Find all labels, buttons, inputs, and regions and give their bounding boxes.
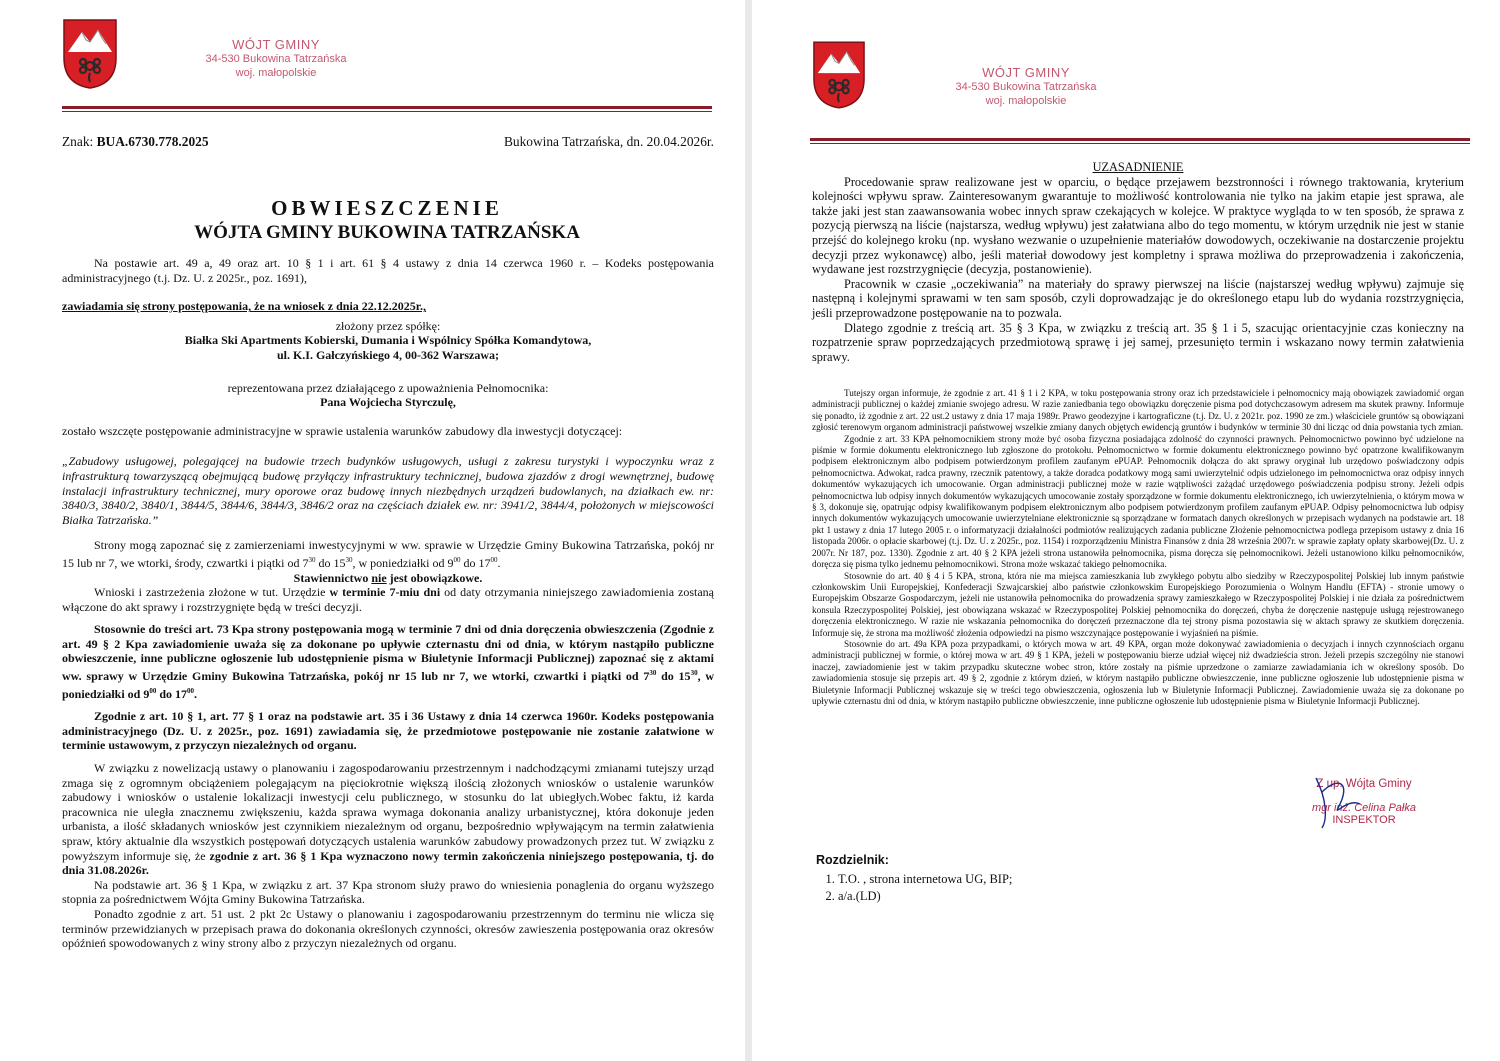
- stamp-address: 34-530 Bukowina Tatrzańska: [205, 53, 347, 65]
- sup-run: 00: [149, 686, 157, 695]
- footnote-proxy: Zgodnie z art. 33 KPA pełnomocnikiem strony może być osoba fizyczna posiadająca zdolność do czynności prawnych. Pełnomocnictwo powinno być udzielone na piśmie w formie dokumentu elektronicznego lub zgłoszone do protokołu. Pełnomocnictwo w formie dokumentu elektronicznego powinno być opatrzone kwalifikowanym podpisem elektronicznym albo podpisem potwierdzonym profilem zaufanym ePUAP. Pełnomocnik dołącza do akt sprawy oryginał lub urzędowo poświadczony odpis pełnomocnictwa. Adwokat, radca prawny, rzecznik patentowy, a także doradca podatkowy mogą sami uwierzytelnić odpis udzielonego im pełnomocnictwa oraz odpisy innych dokumentów wykazujących ich umocowanie. Organ administracji publicznej może w razie wątpliwości zażądać urzędowego poświadczenia podpisu strony. Jeżeli odpis pełnomocnictwa lub odpisy innych dokumentów wykazujących umocowanie zostały sporządzone w formie dokumentu elektronicznego, ich uwierzytelnienia, o którym mowa w § 3, dokonuje się, opatrując odpisy kwalifikowanym podpisem elektronicznym albo podpisem potwierdzonym profilem zaufanym ePUAP. Odpisy pełnomocnictwa lub odpisy innych dokumentów wykazujących umocowanie uwierzytelniane elektronicznie są sporządzane w formatach danych określonych w przepisach wydanych na podstawie art. 18 pkt 1 ustawy z dnia 17 lutego 2005 r. o informatyzacji działalności podmiotów realizujących zadania publiczne Złożenie pełnomocnictwa podlega przepisom ustawy z dnia 16 listopada 2006r. o opłacie skarbowej (t.j. Dz. U. z 2025r., poz. 1154) i rozporządzeniu Ministra Finansów z dnia 28 września 2007r. w sprawie zapłaty opłaty skarbowej(Dz. U. z 2007r. Nr 187, poz. 1330). Zgodnie z art. 40 § 2 KPA jeżeli strona ustanowiła pełnomocnika, pisma doręcza się pełnomocnikowi. Jeżeli ustanowiono kilku pełnomocników, doręcza się pisma tylko jednemu pełnomocnikowi. Strona może wskazać takiego pełnomocnika.: [812, 433, 1464, 570]
- sup-run: 30: [690, 669, 698, 678]
- footnote-delivery-proxy: Stosownie do art. 40 § 4 i 5 KPA, strona, która nie ma miejsca zamieszkania lub zwykłego pobytu albo siedziby w Rzeczypospolitej Polskiej lub innym państwie członkowskim Unii Europejskiej, Konfederacji Szwajcarskiej albo państwie członkowskim Europejskiego Porozumienia o Wolnym Handlu (EFTA) - stronie umowy o Europejskim Obszarze Gospodarczym, jeżeli nie ustanowiła pełnomocnika do prowadzenia sprawy zamieszkałego w Rzeczypospolitej Polskiej i nie działa za pośrednictwem konsula Rzeczypospolitej Polskiej, jest obowiązana wskazać w Rzeczypospolitej Polskiej pełnomocnika do doręczeń, chyba że doręczenie następuje usługą rejestrowanego doręczenia elektronicznego. W razie nie wskazania pełnomocnika do doręczeń przeznaczone dla tej strony pisma pozostawia się w aktach sprawy ze skutkiem doręczenia. Informuje się, że strona ma możliwość złożenia odpowiedzi na pismo wszczynające postępowanie i wyjaśnień na piśmie.: [812, 570, 1464, 638]
- text-run: Stawiennictwo: [293, 570, 372, 585]
- notice-line: zawiadamia się strony postępowania, że na wniosek z dnia 22.12.2025r.,: [62, 299, 427, 314]
- investment-quote: „Zabudowy usługowej, polegającej na budowie trzech budynków usługowych, usługi z zakresu turystyki i wypoczynku wraz z infrastrukturą towarzyszącą obejmującą budowę przyłączy infrastruktury technicznej, budowa zjazdów z drogi wewnętrznej, budowę instalacji infrastruktury technicznej, mury oporowe oraz budowę innych niezbędnych urządzeń budowlanych, na działkach ew. nr: 3840/3, 3840/2, 3840/1, 3844/5, 3844/6, 3844/3, 3846/2 oraz na częściach działek ew. nr: 3941/2, 3844/4, położonych w miejscowości Białka Tatrzańska.”: [62, 454, 714, 527]
- signature-line-3: INSPEKTOR: [1332, 814, 1396, 826]
- company-address: ul. K.I. Gałczyńskiego 4, 00-362 Warszawa;: [276, 347, 500, 362]
- stamp-title: WÓJT GMINY: [232, 37, 320, 52]
- sup-run: 30: [345, 555, 353, 564]
- parties-paragraph: [62, 538, 714, 570]
- text-run: od daty otrzymania niniejszego zawiadomienia zostaną włączone do akt sprawy i rozstrzygnięte będą w treści decyzji.: [62, 585, 715, 614]
- doc-title: OBWIESZCZENIE: [271, 196, 503, 220]
- stamp-region: woj. małopolskie: [235, 67, 317, 79]
- text-run: nie: [371, 570, 387, 585]
- signature-line-1: Z up. Wójta Gminy: [1316, 778, 1412, 790]
- notice-page-left: [0, 0, 745, 1061]
- distribution-item: 1. T.O. , strona internetowa UG, BIP;: [838, 871, 1116, 888]
- sup-run: 00: [490, 555, 498, 564]
- justification-heading: UZASADNIENIE: [1092, 160, 1184, 174]
- case-number-label: Znak:: [62, 134, 97, 149]
- text-run: do 17: [460, 555, 491, 570]
- sup-run: 30: [308, 555, 316, 564]
- handwritten-signature-icon: [1308, 768, 1368, 830]
- justification-p2: Pracownik w czasie „oczekiwania” na materiały do sprawy pierwszej na liście (najstarszej według wpływu) zajmuje się następną i kolejnymi sprawami w ten sam sposób, czyli doprowadzając je do określonego etapu lub do wydania rozstrzygnięcia, jeśli przeprowadzone postępowanie na to pozwala.: [812, 276, 1464, 320]
- legal-basis: Na postawie art. 49 a, 49 oraz art. 10 § 1 i art. 61 § 4 ustawy z dnia 14 czerwca 1960 r. – Kodeks postępowania administracyjnego (t.j. Dz. U. z 2025r., poz. 1691),: [62, 256, 714, 285]
- art51-paragraph: Ponadto zgodnie z art. 51 ust. 2 pkt 2c Ustawy o planowaniu i zagospodarowaniu przestrzennym do terminu nie wlicza się terminów przewidzianych w przepisach prawa do dokonania określonych czynności, okresów zawieszenia postępowania oraz okresów opóźnień spowodowanych z winy strony albo z przyczyn niezależnych od organu.: [62, 906, 714, 951]
- header-rule-thin: [62, 111, 712, 112]
- art73-paragraph: [62, 622, 714, 701]
- sup-run: 00: [453, 555, 461, 564]
- footnote-address-change: Tutejszy organ informuje, że zgodnie z art. 41 § 1 i 2 KPA, w toku postępowania strony oraz ich przedstawiciele i pełnomocnicy mają obowiązek zawiadomić organ administracji publicznej o każdej zmianie swojego adresu. W razie zaniedbania tego obowiązku doręczenie pisma pod dotychczasowym adresem ma skutek prawny. Informuje się ponadto, iż zgodnie z art. 22 ust.2 ustawy z dnia 17 maja 1989r. Prawo geodezyjne i kartograficzne (t.j. Dz. U. z 2021r. poz. 1990 ze zm.) właściciele gruntów są obowiązani zgłosić terenowym organom administracji państwowej wszelkie zmiany danych objętych ewidencją gruntów i budynków w terminie 30 dni licząc od dnia powstania tych zmian.: [812, 388, 1464, 433]
- doc-subtitle: WÓJTA GMINY BUKOWINA TATRZAŃSKA: [194, 222, 580, 243]
- text-run: .: [497, 555, 501, 570]
- text-run: W związku z nowelizacją ustawy o planowaniu i zagospodarowaniu przestrzennym i nadchodzącymi zmianami tutejszy urząd zmaga się z ogromnym obciążeniem polegającym na pięciokrotnie większą ilością złożonych wniosków o ustalenie warunków zabudowy i wniosków o ustalenie lokalizacji inwestycji celu publicznego, w stosunku do lat ubiegłych.Wobec faktu, iż karda pracownica nie uległa znacznemu zwiększeniu, każda sprawa wymaga dokonania analizy urbanistycznej, która dokonuje jeden urbanista, a ilość składanych wniosków jest czynnikiem niezależnym od organu, bezpośrednio wpływającym na termin załatwienia spraw, który aktualnie dla wszystkich postępowań dotyczących ustalenia warunków zabudowy prowadzonych przez tut. W związku z powyższym informuje się, że: [62, 761, 714, 863]
- office-stamp: [196, 38, 356, 80]
- stamp-region: woj. małopolskie: [985, 95, 1067, 107]
- coat-of-arms-icon: [812, 40, 866, 110]
- case-number-value: BUA.6730.778.2025: [96, 134, 209, 149]
- art36-paragraph: Na podstawie art. 36 § 1 Kpa, w związku z art. 37 Kpa stronom służy prawo do wniesienia ponaglenia do organu wyższego stopnia za pośrednictwem Wójta Gminy Bukowina Tatrzańska.: [62, 877, 714, 907]
- submitted-by: złożony przez spółkę:: [335, 318, 441, 333]
- text-run: Strony mogą zapoznać się z zamierzeniami inwestycyjnymi w ww. sprawie w Urzędzie Gminy Bukowina Tatrzańska, pokój nr 15 lub nr 7, we wtorki, środy, czwartki i piątki od 7: [62, 538, 714, 570]
- coat-of-arms-icon: [62, 18, 118, 90]
- case-number: [62, 134, 209, 150]
- header-rule-thin: [810, 143, 1470, 144]
- represented-by: reprezentowana przez działającego z upoważnienia Pełnomocnika:: [227, 380, 549, 395]
- art10-paragraph: Zgodnie z art. 10 § 1, art. 77 § 1 oraz na podstawie art. 35 i 36 Ustawy z dnia 14 czerwca 1960r. Kodeks postępowania administracyjnego (Dz. U. z 2025r., poz. 1691) zawiadamia się, że przedmiotowe postępowanie nie zostanie załatwione w terminie ustawowym, z przyczyn niezależnych od organu.: [62, 709, 714, 753]
- text-run: , w poniedziałki od 9: [352, 555, 454, 570]
- notice-body: [62, 256, 714, 951]
- header-rule: [62, 106, 712, 109]
- signature-line-2: mgr inż. Celina Pałka: [1312, 802, 1416, 814]
- text-run: do 15: [656, 669, 691, 684]
- justification-p1: Procedowanie spraw realizowane jest w oparciu, o będące przejawem bezstronności i równego traktowania, kryterium kolejności wpływu spraw. Zainteresowanym gwarantuje to możliwość kontrolowania nie tylko na jakim etapie jest sprawa, ale także jaki jest stan zaawansowania wobec innych spraw czekających w kolejce. W praktyce wygląda to w ten sposób, że sprawa z pozycją pierwszą na liście (najstarsza, według wpływu) jest załatwiana albo do tego momentu, w którym urzędnik nie jest w stanie przejść do kolejnego kroku (np. wysłano wezwanie o uzupełnienie materiałów dowodowych, oczekiwanie na dostarczenie projektu decyzji przez wykonawcę) albo, jeśli materiał dowodowy jest kompletny i sprawa możliwa do przeprowadzenia i zakończenia, wydawane jest rozstrzygnięcie (decyzja, postanowienie).: [812, 174, 1464, 277]
- place-date: Bukowina Tatrzańska, dn. 20.04.2026r.: [503, 134, 714, 149]
- footnote-art49a: Stosownie do art. 49a KPA poza przypadkami, o których mowa w art. 49 KPA, organ może dokonywać zawiadomienia o decyzjach i innych czynnościach organu administracji publicznej w formie, o której mowa w art. 49 § 1 KPA, jeżeli w postępowaniu bierze udział więcej niż dwadzieścia stron. Jeżeli przepis szczególny nie stanowi inaczej, zawiadomienie jest w takim przypadku skuteczne wobec stron, które zostały na piśmie uprzedzone o zamiarze zawiadamiania ich w określony sposób. Do zawiadomienia stosuje się przepis art. 49 § 2, zgodnie z którym dzień, w którym nastąpiło publiczne obwieszczenie, inne publiczne ogłoszenie lub udostępnienie pisma w Biuletynie Informacji Publicznej wskazuje się w treści tego obwieszczenia, ogłoszenia lub w Biuletynie Informacji Publicznej. Zawiadomienie uważa się za dokonane po upływie czternastu dni od dnia, w którym nastąpiło publiczne obwieszczenie, inne publiczne ogłoszenie lub udostępnienie pisma w Biuletynie Informacji Publicznej.: [812, 638, 1464, 706]
- motions-paragraph: [62, 585, 714, 614]
- text-run: Wnioski i zastrzeżenia złożone w tut. Urzędzie: [94, 585, 330, 600]
- justification-section: [812, 160, 1464, 364]
- text-run: w terminie 7-miu dni: [329, 585, 441, 600]
- header-rule: [810, 138, 1470, 141]
- distribution-item: 2. a/a.(LD): [838, 888, 1116, 905]
- justification-p3: Dlatego zgodnie z treścią art. 35 § 3 Kpa, w związku z treścią art. 35 § 1 i 5, szacując orientacyjnie czas konieczny na rozpatrzenie spraw poprzedzających przedmiotową sprawę i jej samej, przesunięto termin i wskazano nowy termin załatwienia sprawy.: [812, 320, 1464, 364]
- text-run: do 17: [156, 686, 188, 701]
- initiated-line: zostało wszczęte postępowanie administracyjne w sprawie ustalenia warunków zabudowy dla inwestycji dotyczącej:: [62, 423, 623, 438]
- distribution-list: [816, 852, 1116, 905]
- company-name: Białka Ski Apartments Kobierski, Dumania i Wspólnicy Spółka Komandytowa,: [184, 333, 592, 348]
- text-run: .: [194, 686, 198, 701]
- distribution-title: Rozdzielnik:: [816, 853, 889, 867]
- attendance-line: [62, 571, 714, 586]
- text-run: jest obowiązkowe.: [386, 570, 483, 585]
- sup-run: 00: [187, 686, 195, 695]
- amendment-paragraph: [62, 761, 714, 878]
- signature-stamp: [1274, 778, 1454, 826]
- stamp-title: WÓJT GMINY: [982, 65, 1070, 80]
- stamp-address: 34-530 Bukowina Tatrzańska: [955, 81, 1097, 93]
- text-run: Stosownie do treści art. 73 Kpa strony postępowania mogą w terminie 7 dni od dnia doręczenia obwieszczenia (Zgodnie z art. 49 § 2 Kpa zawiadomienie uważa się za dokonane po upływie czternastu dni od dnia, w którym nastąpiło publiczne obwieszczenie, inne publiczne ogłoszenie lub udostępnienie pisma w Biuletynie Informacji Publicznej) zapoznać się z aktami ww. sprawy w Urzędzie Gminy Bukowina Tatrzańska, pokój nr 15 lub nr 7, we wtorki, czwartki i piątki od 7: [62, 622, 714, 684]
- text-run: do 15: [315, 555, 346, 570]
- legal-footnotes: [812, 388, 1464, 707]
- sup-run: 30: [649, 669, 657, 678]
- text-run: zgodnie z art. 36 § 1 Kpa wyznaczono nowy termin zakończenia niniejszego postępowania, tj. do dnia 31.08.2026r.: [62, 848, 715, 878]
- office-stamp: [946, 66, 1106, 108]
- text-run: , w poniedziałki od 9: [62, 669, 714, 701]
- page-gutter: [745, 0, 752, 1061]
- notice-page-right: [752, 0, 1500, 1061]
- proxy-name: Pana Wojciecha Styrczulę,: [320, 395, 456, 410]
